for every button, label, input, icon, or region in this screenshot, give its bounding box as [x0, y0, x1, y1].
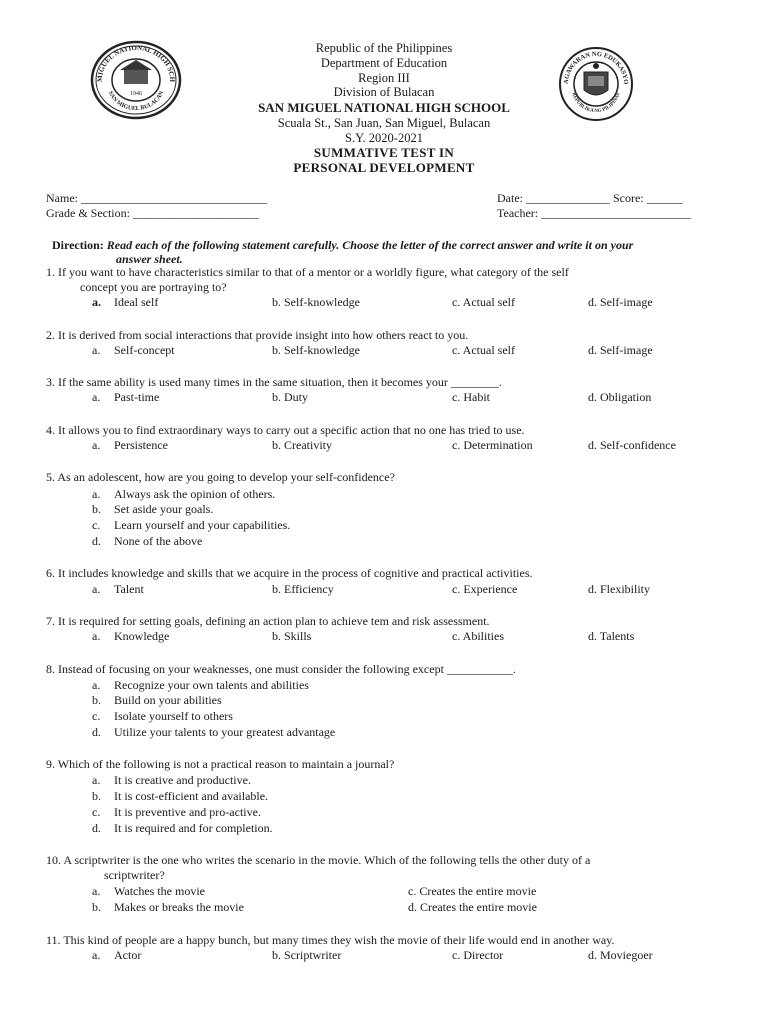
date-score-field: Date: ______________ Score: ______ — [497, 191, 683, 205]
direction-text: Read each of the following statement carefully. Choose the letter of the correct answer and write it on your — [106, 238, 634, 252]
choice: d. Talents — [588, 629, 635, 643]
choice: Recognize your own talents and abilities — [114, 678, 309, 692]
school-name: SAN MIGUEL NATIONAL HIGH SCHOOL — [258, 100, 510, 115]
choice-letter: a. — [92, 629, 101, 643]
choice: Utilize your talents to your greatest advantage — [114, 725, 336, 739]
choice: b. Efficiency — [272, 582, 334, 596]
choice: It is creative and productive. — [114, 773, 251, 787]
header-department: Department of Education — [320, 56, 448, 70]
choice: Knowledge — [114, 629, 170, 643]
grade-section-field: Grade & Section: _____________________ — [46, 206, 259, 220]
school-seal-year: 1946 — [130, 91, 142, 97]
direction — [52, 238, 633, 253]
direction-label: Direction: — [52, 238, 104, 252]
teacher-field: Teacher: _________________________ — [497, 206, 692, 220]
choice-letter: a. — [92, 438, 101, 452]
choice-letter: d. — [92, 725, 101, 739]
school-address: Scuala St., San Juan, San Miguel, Bulacan — [277, 116, 491, 130]
choice-letter: a. — [92, 343, 101, 357]
choice: c. Director — [452, 948, 504, 962]
choice: b. Creativity — [272, 438, 332, 452]
choice-letter: a. — [92, 487, 101, 501]
choice: Watches the movie — [114, 884, 206, 898]
question-10: 10. A scriptwriter is the one who writes the scenario in the movie. Which of the following tells the other duty of a — [46, 853, 591, 867]
question-2: 2. It is derived from social interactions that provide insight into how others react to you. — [46, 328, 469, 342]
question-1: 1. If you want to have characteristics similar to that of a mentor or a worldly figure, what category of the self — [46, 265, 569, 279]
choice-letter: a. — [92, 390, 101, 404]
choice: b. Scriptwriter — [272, 948, 342, 962]
choice: Persistence — [114, 438, 168, 452]
choice-letter: d. — [92, 534, 101, 548]
choice-letter: a. — [92, 884, 101, 898]
question-10-cont: scriptwriter? — [104, 868, 165, 882]
school-year: S.Y. 2020-2021 — [345, 131, 423, 145]
question-8: 8. Instead of focusing on your weaknesses, one must consider the following except ___________. — [46, 662, 516, 676]
name-field: Name: _______________________________ — [46, 191, 267, 205]
choice-letter: c. — [92, 709, 101, 723]
choice-letter: b. — [92, 900, 101, 914]
choice: d. Self-confidence — [588, 438, 676, 452]
choice-letter: b. — [92, 789, 101, 803]
choice: Build on your abilities — [114, 693, 222, 707]
test-subject: PERSONAL DEVELOPMENT — [293, 160, 475, 175]
choice: c. Determination — [452, 438, 533, 452]
question-1-cont: concept you are portraying to? — [80, 280, 227, 294]
choice: Talent — [114, 582, 144, 596]
question-6: 6. It includes knowledge and skills that we acquire in the process of cognitive and practical activities. — [46, 566, 533, 580]
choice-letter: b. — [92, 502, 101, 516]
question-7: 7. It is required for setting goals, defining an action plan to achieve tem and risk assessment. — [46, 614, 490, 628]
choice: Learn yourself and your capabilities. — [114, 518, 291, 532]
choice-letter: a. — [92, 582, 101, 596]
choice-letter: a. — [92, 678, 101, 692]
header-region: Region III — [358, 71, 410, 85]
choice: Past-time — [114, 390, 160, 404]
choice-letter: d. — [92, 821, 101, 835]
choice: d. Self-image — [588, 295, 653, 309]
choice: b. Self-knowledge — [272, 343, 360, 357]
question-3: 3. If the same ability is used many times in the same situation, then it becomes your ________. — [46, 375, 502, 389]
deped-seal-ring-text: AGAWARAN NG EDUKASYO — [562, 50, 630, 85]
choice: d. Flexibility — [588, 582, 651, 596]
choice: Makes or breaks the movie — [114, 900, 244, 914]
choice: Self-concept — [114, 343, 175, 357]
choice: It is preventive and pro-active. — [114, 805, 261, 819]
choice: b. Skills — [272, 629, 312, 643]
choice: c. Actual self — [452, 343, 515, 357]
choice: None of the above — [114, 534, 203, 548]
choice-letter: c. — [92, 518, 101, 532]
choice: c. Habit — [452, 390, 490, 404]
direction-text-cont: answer sheet. — [116, 252, 183, 266]
choice: b. Self-knowledge — [272, 295, 360, 309]
deped-seal-bottom-text: REPUBLIKA NG PILIPINAS — [570, 92, 622, 115]
choice: Always ask the opinion of others. — [114, 487, 276, 501]
school-seal-ring-text: MIGUEL NATIONAL HIGH SCH — [95, 43, 177, 83]
choice: c. Creates the entire movie — [408, 884, 537, 898]
school-seal-bottom-text: SAN MIGUEL BULACAN — [106, 90, 166, 113]
choice: Actor — [114, 948, 142, 962]
header-division: Division of Bulacan — [333, 85, 435, 99]
question-4: 4. It allows you to find extraordinary ways to carry out a specific action that no one has tried to use. — [46, 423, 525, 437]
choice-letter: a. — [92, 295, 101, 309]
choice-letter: a. — [92, 773, 101, 787]
choice-letter: c. — [92, 805, 101, 819]
choice: b. Duty — [272, 390, 308, 404]
choice: c. Experience — [452, 582, 518, 596]
choice: It is required and for completion. — [114, 821, 273, 835]
question-9: 9. Which of the following is not a practical reason to maintain a journal? — [46, 757, 395, 771]
choice: Isolate yourself to others — [114, 709, 233, 723]
choice: c. Actual self — [452, 295, 515, 309]
test-title: SUMMATIVE TEST IN — [313, 145, 455, 160]
choice: Set aside your goals. — [114, 502, 214, 516]
choice: Ideal self — [114, 295, 159, 309]
choice: d. Creates the entire movie — [408, 900, 537, 914]
question-11: 11. This kind of people are a happy bunch, but many times they wish the movie of their life would end in another way. — [46, 933, 615, 947]
choice: d. Obligation — [588, 390, 652, 404]
choice-letter: a. — [92, 948, 101, 962]
choice: d. Self-image — [588, 343, 653, 357]
question-5: 5. As an adolescent, how are you going to develop your self-confidence? — [46, 470, 395, 484]
choice: It is cost-efficient and available. — [114, 789, 269, 803]
choice: d. Moviegoer — [588, 948, 653, 962]
choice: c. Abilities — [452, 629, 504, 643]
header-republic: Republic of the Philippines — [315, 41, 453, 55]
choice-letter: b. — [92, 693, 101, 707]
